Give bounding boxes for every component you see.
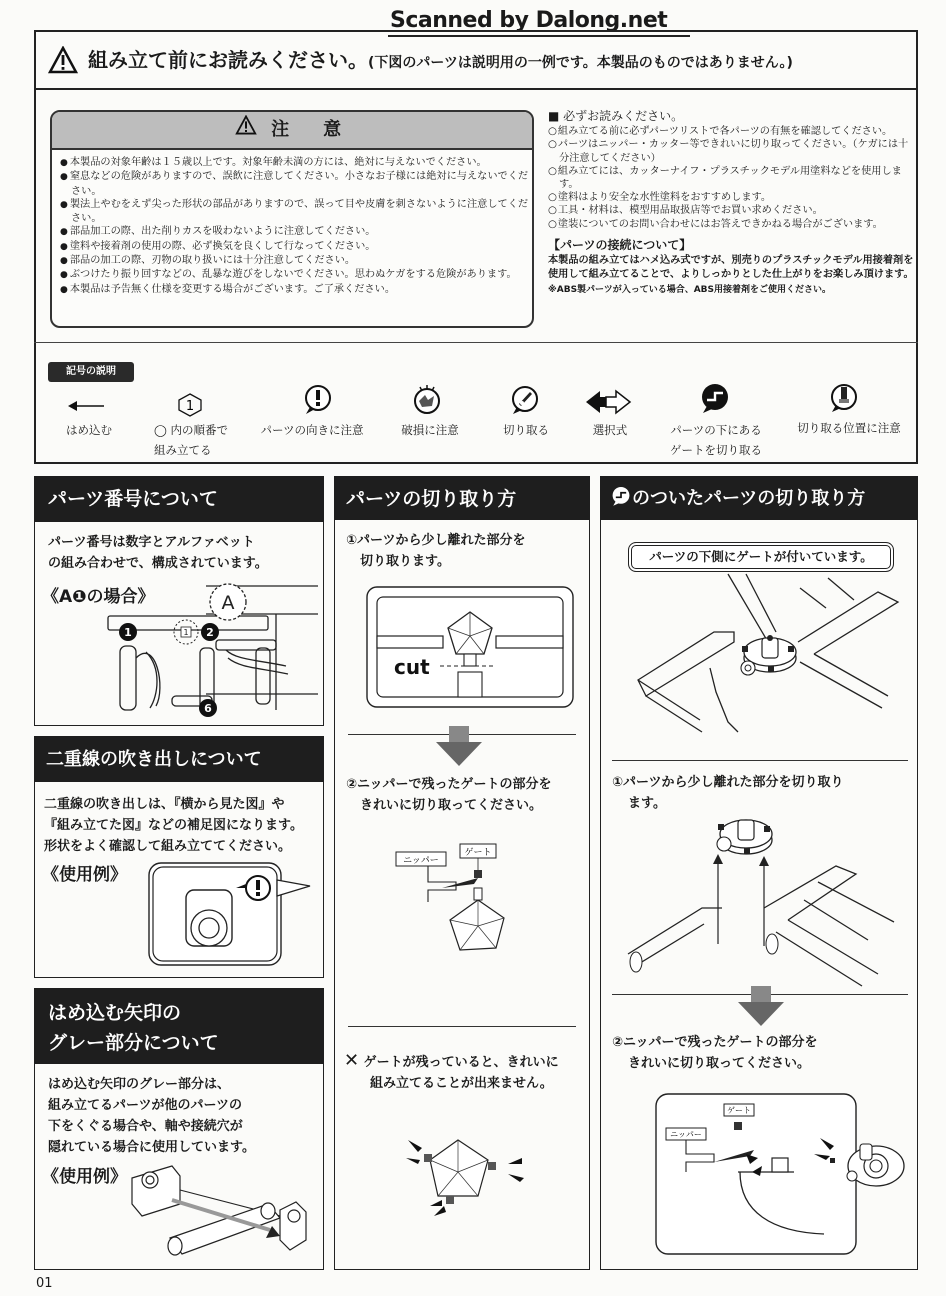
gate-under-icon xyxy=(698,382,732,414)
circled-number-text: 1 xyxy=(185,399,195,414)
cut-position-icon xyxy=(826,382,862,414)
text-line-a: ゲートが残っていると、きれいに xyxy=(363,1055,559,1070)
symbols-divider xyxy=(34,342,918,343)
double-arrow-icon xyxy=(584,388,632,416)
part-label: 6 xyxy=(204,702,212,715)
part-numbers-example: 《A❶の場合》 xyxy=(42,587,155,607)
symbol-label-fit xyxy=(44,420,134,440)
symbol-label-cut xyxy=(484,420,568,440)
caution-item: ● 塗料や接着剤の使用の際、必ず換気を良くして行なってください。 xyxy=(60,240,532,254)
text-line: 組み立てることが出来ません。 xyxy=(370,1076,553,1091)
cutting-header: パーツの切り取り方 xyxy=(334,476,590,520)
gate-label: ゲート xyxy=(464,848,492,858)
text-line: の組み合わせで、構成されています。 xyxy=(48,556,268,571)
connection-note: ※ABS製パーツが入っている場合、ABS用接着剤をご使用ください。 xyxy=(548,285,832,296)
under-gate-step2 xyxy=(612,1032,818,1074)
page-title-main: 組み立て前にお読みください。 xyxy=(88,48,368,72)
text-line: 『組み立てた図』などの補足図になります。 xyxy=(44,818,303,833)
symbol-label-line: 切り取る xyxy=(503,423,549,437)
balloon-diagram xyxy=(146,860,314,970)
text-line: 隠れている場合に使用しています。 xyxy=(48,1140,255,1155)
double-balloon-example: 《使用例》 xyxy=(42,865,127,885)
connection-body: 本製品の組み立てはハメ込み式ですが、別売りのプラスチックモデル用接着剤を使用して組み立てることで、よりしっかりとした仕上がりをお楽しみ頂けます。 xyxy=(548,255,914,281)
text-line: はめ込む矢印のグレー部分は、 xyxy=(48,1077,231,1092)
symbol-label-order xyxy=(140,420,250,460)
notes-item: ○ 塗装についてのお問い合わせにはお答えできかねる場合がございます。 xyxy=(548,218,918,231)
caution-item: ● 部品の加工の際、刃物の取り扱いには十分注意してください。 xyxy=(60,254,532,268)
symbol-label-line: パーツの下にある xyxy=(670,423,762,437)
text-line: 下をくぐる場合や、軸や接続穴が xyxy=(48,1119,243,1134)
gray-arrow-example: 《使用例》 xyxy=(42,1167,127,1187)
connection-title: 【パーツの接続について】 xyxy=(548,237,692,252)
gray-arrow-text xyxy=(48,1074,255,1158)
notes-item: ○ パーツはニッパー・カッター等できれいに切り取ってください。（ケガには十分注意してください） xyxy=(548,138,918,164)
gray-arrow-header xyxy=(34,988,324,1064)
text-line: きれいに切り取ってください。 xyxy=(360,798,543,813)
symbol-label-line: 切り取る位置に注意 xyxy=(797,421,901,435)
nipper-label: ニッパー xyxy=(403,856,439,866)
symbol-label-line: 破損に注意 xyxy=(401,423,459,437)
symbol-label-line: 選択式 xyxy=(592,423,628,437)
text-line: ①パーツから少し離れた部分を xyxy=(346,533,526,548)
symbol-label-broken xyxy=(382,420,478,440)
exclamation-icon xyxy=(300,384,336,416)
gate-remaining-diagram xyxy=(404,1126,528,1216)
symbol-label-direction xyxy=(250,420,374,440)
part-label: 1 xyxy=(183,628,189,637)
double-balloon-text xyxy=(44,794,303,857)
down-arrow-icon xyxy=(738,986,784,1026)
caution-item: ● 窒息などの危険がありますので、誤飲に注意してください。小さなお子様には絶対に与えないでください。 xyxy=(60,170,532,198)
page-title xyxy=(88,44,793,73)
cross-icon: ✕ xyxy=(344,1050,360,1071)
text-line: ②ニッパーで残ったゲートの部分を xyxy=(346,777,552,792)
under-gate-runner-diagram xyxy=(628,572,912,744)
cutting-step2 xyxy=(346,774,552,816)
part-numbers-text xyxy=(48,532,268,574)
under-gate-title: のついたパーツの切り取り方 xyxy=(632,488,866,509)
caution-item: ● 部品加工の際、出た削りカスを吸わないように注意してください。 xyxy=(60,225,532,239)
page-number: 01 xyxy=(36,1276,53,1291)
text-line: パーツ番号は数字とアルファベット xyxy=(48,535,255,550)
gate-callout xyxy=(628,542,894,572)
notes-section xyxy=(548,110,918,297)
caution-item: ● 製法上やむをえず尖った形状の部品がありますので、誤って目や皮膚を刺さないように注意してください。 xyxy=(60,198,532,226)
symbol-label-gate-under xyxy=(652,420,780,460)
caution-item: ● ぶつけたり振り回すなどの、乱暴な遊びをしないでください。思わぬケガをする危険があります。 xyxy=(60,268,532,282)
gray-arrow-diagram xyxy=(120,1160,320,1266)
cut-label: cut xyxy=(394,655,430,679)
gray-arrow-title-line: グレー部分について xyxy=(48,1032,219,1054)
text-line: ①パーツから少し離れた部分を切り取り xyxy=(612,775,844,790)
under-gate-lift-diagram xyxy=(618,804,908,990)
text-line: 切り取ります。 xyxy=(360,554,450,569)
caution-box xyxy=(50,110,534,328)
text-line: ます。 xyxy=(628,796,666,811)
cutting-step1 xyxy=(346,530,526,572)
part-label: 1 xyxy=(124,626,132,639)
scanner-credit: Scanned by Dalong.net xyxy=(390,8,668,33)
notes-title: ■ 必ずお読みください。 xyxy=(548,109,684,123)
under-gate-header xyxy=(600,476,918,520)
under-gate-divider xyxy=(612,760,908,761)
text-line: きれいに切り取ってください。 xyxy=(628,1056,811,1071)
arrow-left-icon xyxy=(66,398,106,414)
text-line xyxy=(344,1050,559,1073)
text-line: ②ニッパーで残ったゲートの部分を xyxy=(612,1035,818,1050)
caution-list xyxy=(60,156,532,297)
gate-label: ゲート xyxy=(727,1106,751,1115)
symbol-label-cut-position xyxy=(786,418,912,438)
nipper-diagram xyxy=(394,842,530,966)
notes-item: ○ 組み立てる前に必ずパーツリストで各パーツの有無を確認してください。 xyxy=(548,125,918,138)
cut-icon xyxy=(508,384,542,416)
down-arrow-icon xyxy=(436,726,482,766)
part-numbers-header: パーツ番号について xyxy=(34,476,324,522)
under-gate-nipper-diagram xyxy=(654,1092,908,1258)
cutting-divider xyxy=(348,1026,576,1027)
caution-item: ● 本製品は予告無く仕様を変更する場合がございます。ご了承ください。 xyxy=(60,283,532,297)
runner-cut-diagram xyxy=(364,584,578,710)
warning-triangle-icon xyxy=(48,46,78,74)
notes-item: ○ 組み立てには、カッターナイフ・プラスチックモデル用塗料などを使用します。 xyxy=(548,165,918,191)
symbol-label-choice xyxy=(570,420,650,440)
gate-under-icon xyxy=(610,485,632,512)
double-balloon-header: 二重線の吹き出しについて xyxy=(34,736,324,782)
text-line: 二重線の吹き出しは、『横から見た図』や xyxy=(44,797,285,812)
cutting-bad-note xyxy=(344,1050,559,1094)
circled-number-icon xyxy=(176,392,204,418)
broken-icon xyxy=(408,384,446,416)
symbol-label-line: 組み立てる xyxy=(154,443,212,457)
page-title-sub: (下図のパーツは説明用の一例です。本製品のものではありません。) xyxy=(368,55,793,71)
runner-diagram xyxy=(106,578,320,720)
nipper-label: ニッパー xyxy=(670,1130,702,1139)
symbol-label-line: ◯ 内の順番で xyxy=(154,423,229,437)
frame-letter: A xyxy=(221,592,235,614)
caution-title: 注 意 xyxy=(271,119,350,140)
notes-item: ○ 工具・材料は、模型用品取扱店等でお買い求めください。 xyxy=(548,204,918,217)
part-label: 2 xyxy=(206,626,214,639)
caution-item: ● 本製品の対象年齢は１５歳以上です。対象年齢未満の方には、絶対に与えないでください。 xyxy=(60,156,532,170)
gate-callout-text: パーツの下側にゲートが付いています。 xyxy=(649,549,873,564)
symbol-label-line: パーツの向きに注意 xyxy=(260,423,364,437)
symbol-label-line: はめ込む xyxy=(66,423,112,437)
caution-header xyxy=(52,112,532,150)
text-line: 組み立てるパーツが他のパーツの xyxy=(48,1098,242,1113)
warning-triangle-icon xyxy=(235,112,257,148)
text-line: 形状をよく確認して組み立ててください。 xyxy=(44,839,292,854)
gray-arrow-title-line: はめ込む矢印の xyxy=(48,1002,182,1024)
symbols-tag: 記号の説明 xyxy=(48,362,134,382)
notes-item: ○ 塗料はより安全な水性塗料をおすすめします。 xyxy=(548,191,918,204)
symbol-label-line: ゲートを切り取る xyxy=(670,443,762,457)
header-divider xyxy=(34,88,918,90)
